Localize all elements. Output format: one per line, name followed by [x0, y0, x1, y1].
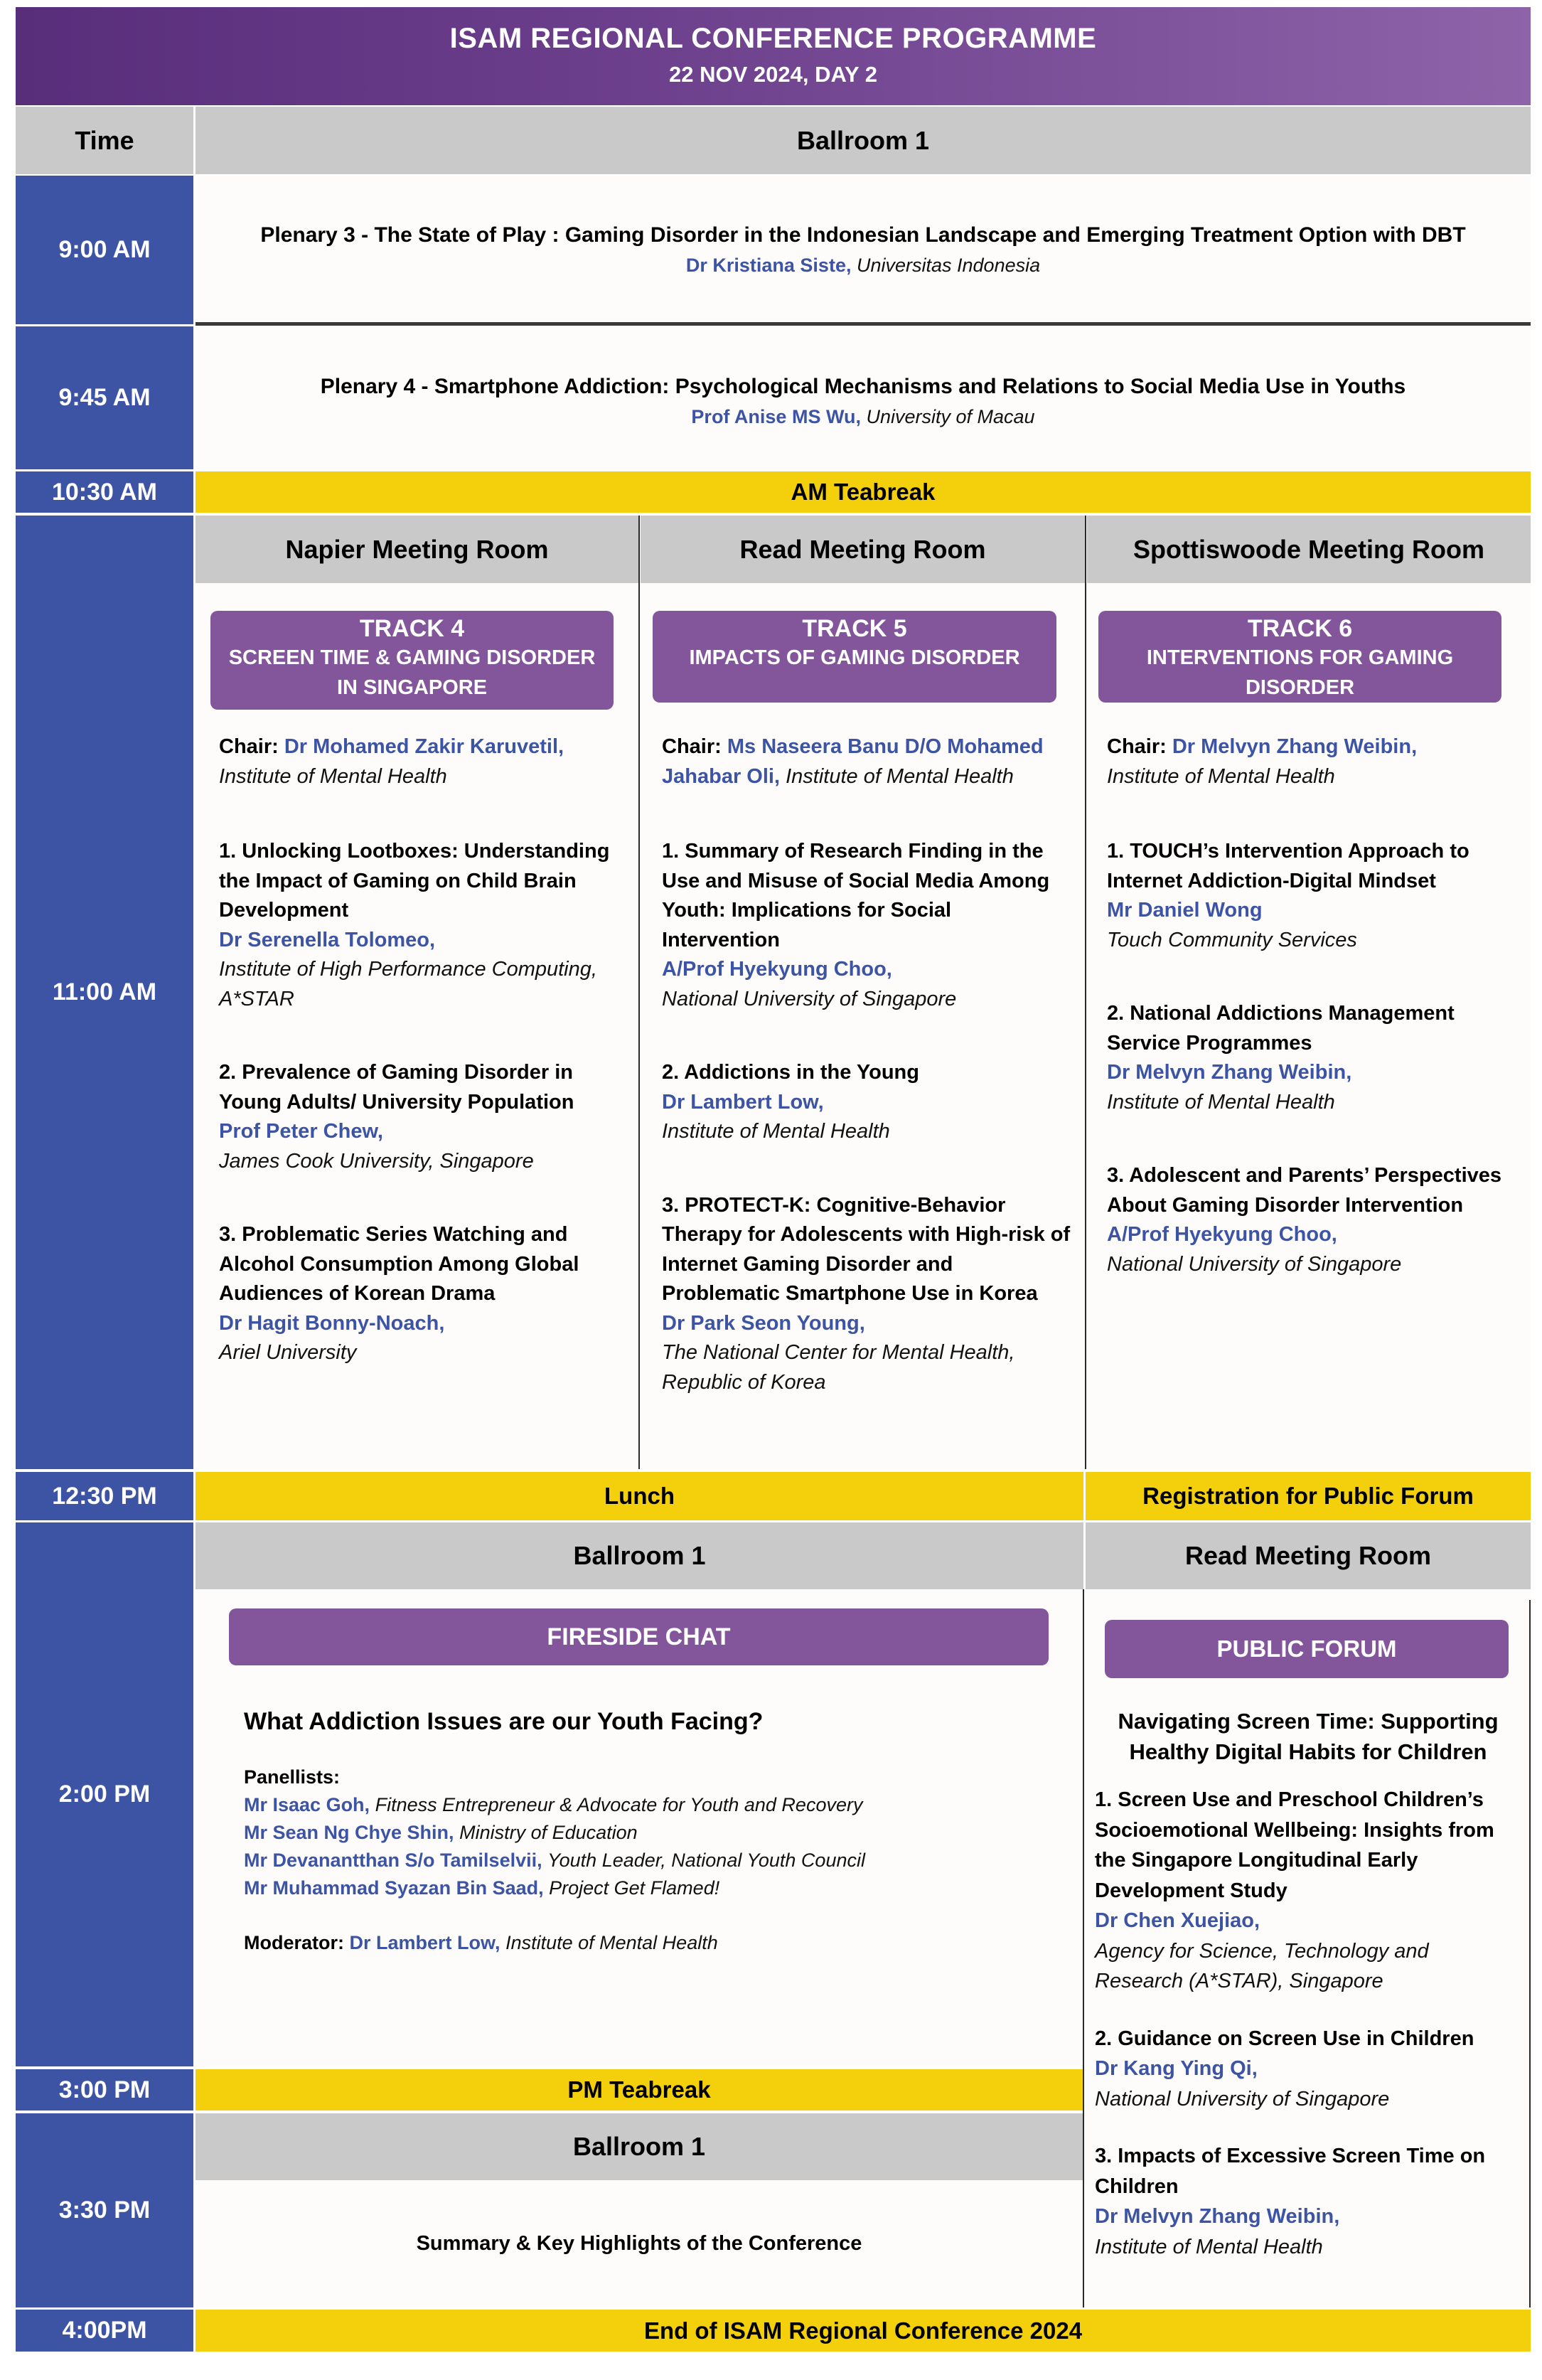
moderator-affiliation: Institute of Mental Health — [505, 1932, 718, 1953]
chair-affiliation: Institute of Mental Health — [1107, 764, 1335, 788]
track-6-badge — [1098, 611, 1501, 703]
plenary-3-session — [196, 176, 1531, 324]
talk-item — [219, 1220, 624, 1368]
panellist-name: Mr Muhammad Syazan Bin Saad, — [244, 1877, 544, 1899]
fireside-chat-question: What Addiction Issues are our Youth Facing? — [244, 1708, 764, 1735]
talk-affiliation: National University of Singapore — [1107, 1252, 1402, 1276]
talk-title: 3. Adolescent and Parents’ Perspectives About Gaming Disorder Intervention — [1107, 1164, 1502, 1217]
chair-affiliation: Institute of Mental Health — [786, 764, 1014, 788]
talk-title: 1. Summary of Research Finding in the Use and Misuse of Social Media Among Youth: Implications for Social Intervention — [662, 840, 1050, 951]
speaker-affiliation: Universitas Indonesia — [856, 254, 1041, 276]
talk-speaker: Dr Hagit Bonny-Noach, — [219, 1311, 445, 1335]
programme-title: ISAM REGIONAL CONFERENCE PROGRAMME — [449, 23, 1097, 54]
public-forum-talks — [1095, 1785, 1521, 2262]
panellist-affiliation: Fitness Entrepreneur & Advocate for Youth and Recovery — [375, 1794, 863, 1815]
talk-affiliation: Ariel University — [219, 1341, 357, 1364]
talk-affiliation: Touch Community Services — [1107, 928, 1357, 951]
talk-item — [219, 837, 624, 1014]
chair-label: Chair: — [662, 735, 722, 758]
column-divider — [638, 516, 640, 1469]
talk-item — [1095, 1785, 1521, 1997]
session-title: Plenary 3 - The State of Play : Gaming Disorder in the Indonesian Landscape and Emerging Treatment Option with DBT — [260, 223, 1466, 247]
moderator-name: Dr Lambert Low, — [349, 1932, 500, 1953]
closing-summary: Summary & Key Highlights of the Conference — [196, 2180, 1083, 2307]
talk-item — [1107, 1161, 1516, 1279]
talk-title: 1. Unlocking Lootboxes: Understanding the Impact of Gaming on Child Brain Development — [219, 840, 610, 922]
panellist — [244, 1847, 1061, 1874]
moderator-label: Moderator: — [244, 1932, 344, 1953]
programme-date: 22 NOV 2024, DAY 2 — [669, 62, 877, 87]
speaker-name: Prof Anise MS Wu, — [691, 406, 861, 427]
time-slot-0945: 9:45 AM — [16, 326, 193, 469]
talk-affiliation: The National Center for Mental Health, Republic of Korea — [662, 1341, 1015, 1394]
column-divider — [1085, 516, 1086, 1469]
panellist-name: Mr Sean Ng Chye Shin, — [244, 1822, 454, 1843]
track-4-badge — [210, 611, 614, 710]
talk-affiliation: National University of Singapore — [1095, 2087, 1390, 2110]
speaker-affiliation: University of Macau — [866, 406, 1035, 427]
panellist — [244, 1791, 1061, 1819]
time-slot-1230: 12:30 PM — [16, 1472, 193, 1520]
fireside-panel — [244, 1763, 1061, 1957]
track-chair — [1107, 732, 1516, 791]
panellist-affiliation: Ministry of Education — [459, 1822, 638, 1843]
chair-name: Dr Melvyn Zhang Weibin, — [1172, 735, 1418, 758]
room-header-ballroom: Ballroom 1 — [196, 2113, 1083, 2180]
panellist — [244, 1874, 1061, 1902]
talk-speaker: Mr Daniel Wong — [1107, 899, 1263, 922]
panellist-affiliation: Project Get Flamed! — [549, 1877, 720, 1899]
talk-item — [1095, 2141, 1521, 2262]
talk-title: 2. Prevalence of Gaming Disorder in Young Adults/ University Population — [219, 1061, 574, 1114]
talk-title: 2. Addictions in the Young — [662, 1061, 919, 1084]
panellist-affiliation: Youth Leader, National Youth Council — [547, 1850, 865, 1871]
talk-affiliation: Institute of Mental Health — [1107, 1090, 1335, 1114]
talk-speaker: Dr Kang Ying Qi, — [1095, 2057, 1258, 2080]
talk-item — [1107, 999, 1516, 1117]
track-5-talks — [662, 732, 1071, 1441]
room-header-napier: Napier Meeting Room — [196, 516, 638, 583]
track-number: TRACK 5 — [802, 615, 907, 642]
talk-title: 2. Guidance on Screen Use in Children — [1095, 2027, 1474, 2050]
talk-speaker: Dr Melvyn Zhang Weibin, — [1095, 2205, 1340, 2228]
time-slot-1600: 4:00PM — [16, 2310, 193, 2352]
talk-affiliation: Institute of Mental Health — [662, 1120, 890, 1143]
track-number: TRACK 6 — [1247, 615, 1353, 642]
talk-speaker: Dr Chen Xuejiao, — [1095, 1909, 1260, 1932]
talk-item — [1107, 837, 1516, 955]
fireside-chat-badge: FIRESIDE CHAT — [229, 1608, 1049, 1665]
talk-title: 3. PROTECT-K: Cognitive-Behavior Therapy for Adolescents with High-risk of Internet Gaming Disorder and Problematic Smartphone Use in Korea — [662, 1193, 1071, 1305]
panellist-name: Mr Isaac Goh, — [244, 1794, 370, 1815]
talk-speaker: Dr Lambert Low, — [662, 1090, 824, 1114]
talk-item — [219, 1058, 624, 1176]
talk-title: 1. Screen Use and Preschool Children’s Socioemotional Wellbeing: Insights from the Singapore Longitudinal Early Development Study — [1095, 1788, 1494, 1902]
programme-banner — [16, 7, 1531, 105]
talk-speaker: Prof Peter Chew, — [219, 1120, 383, 1143]
panellist — [244, 1819, 1061, 1847]
time-column-header: Time — [16, 107, 193, 174]
room-header-read: Read Meeting Room — [1086, 1522, 1531, 1589]
talk-affiliation: James Cook University, Singapore — [219, 1149, 534, 1173]
track-4-talks — [219, 732, 624, 1412]
venue-header-ballroom: Ballroom 1 — [196, 107, 1531, 174]
chair-name: Ms Naseera Banu D/O Mohamed Jahabar Oli, — [662, 735, 1044, 788]
time-slot-1030: 10:30 AM — [16, 471, 193, 513]
track-chair — [219, 732, 624, 791]
chair-name: Dr Mohamed Zakir Karuvetil, — [284, 735, 564, 758]
moderator — [244, 1929, 1061, 1957]
public-forum-badge: PUBLIC FORUM — [1105, 1620, 1509, 1678]
pm-teabreak-banner: PM Teabreak — [196, 2069, 1083, 2110]
talk-speaker: Dr Park Seon Young, — [662, 1311, 865, 1335]
public-forum-theme: Navigating Screen Time: Supporting Healthy Digital Habits for Children — [1118, 1709, 1499, 1764]
talk-item — [662, 1058, 1071, 1147]
talk-item — [662, 837, 1071, 1014]
time-slot-1530: 3:30 PM — [16, 2113, 193, 2307]
lunch-banner: Lunch — [196, 1472, 1083, 1520]
column-divider — [1083, 1589, 1084, 2307]
talk-title: 2. National Addictions Management Service Programmes — [1107, 1002, 1455, 1055]
time-slot-0900: 9:00 AM — [16, 176, 193, 324]
room-header-read: Read Meeting Room — [641, 516, 1085, 583]
row-divider — [196, 322, 1531, 326]
talk-speaker: A/Prof Hyekyung Choo, — [1107, 1223, 1337, 1246]
chair-label: Chair: — [219, 735, 279, 758]
talk-speaker: Dr Melvyn Zhang Weibin, — [1107, 1061, 1352, 1084]
session-title: Plenary 4 - Smartphone Addiction: Psychological Mechanisms and Relations to Social Media Use in Youths — [320, 375, 1406, 398]
am-teabreak-banner: AM Teabreak — [196, 471, 1531, 513]
talk-title: 3. Problematic Series Watching and Alcohol Consumption Among Global Audiences of Korean Drama — [219, 1223, 579, 1305]
panellist-name: Mr Devanantthan S/o Tamilselvii, — [244, 1850, 542, 1871]
plenary-4-session — [196, 326, 1531, 469]
talk-speaker: Dr Serenella Tolomeo, — [219, 928, 436, 951]
talk-affiliation: Agency for Science, Technology and Research (A*STAR), Singapore — [1095, 1939, 1429, 1992]
track-name: INTERVENTIONS FOR GAMING DISORDER — [1146, 646, 1454, 699]
speaker-name: Dr Kristiana Siste, — [685, 254, 852, 276]
conference-end-banner: End of ISAM Regional Conference 2024 — [196, 2310, 1531, 2352]
track-chair — [662, 732, 1071, 791]
time-slot-1500: 3:00 PM — [16, 2069, 193, 2110]
time-slot-1400: 2:00 PM — [16, 1522, 193, 2066]
track-number: TRACK 4 — [359, 615, 465, 642]
talk-item — [662, 1191, 1071, 1398]
speaker-line — [686, 255, 1040, 277]
speaker-line — [691, 406, 1034, 428]
talk-affiliation: National University of Singapore — [662, 987, 957, 1010]
talk-title: 3. Impacts of Excessive Screen Time on Children — [1095, 2145, 1486, 2198]
talk-affiliation: Institute of Mental Health — [1095, 2235, 1323, 2258]
track-6-talks — [1107, 732, 1516, 1323]
talk-title: 1. TOUCH’s Intervention Approach to Internet Addiction-Digital Mindset — [1107, 840, 1469, 892]
talk-affiliation: Institute of High Performance Computing, A*STAR — [219, 958, 597, 1010]
track-5-badge — [653, 611, 1056, 703]
time-slot-1100: 11:00 AM — [16, 516, 193, 1469]
chair-label: Chair: — [1107, 735, 1167, 758]
talk-item — [1095, 2024, 1521, 2115]
panellists-label: Panellists: — [244, 1766, 341, 1788]
chair-affiliation: Institute of Mental Health — [219, 764, 447, 788]
track-name: SCREEN TIME & GAMING DISORDER IN SINGAPORE — [228, 646, 596, 699]
room-header-ballroom: Ballroom 1 — [196, 1522, 1083, 1589]
public-forum-registration-banner: Registration for Public Forum — [1086, 1472, 1531, 1520]
right-border — [1529, 1600, 1531, 2307]
talk-speaker: A/Prof Hyekyung Choo, — [662, 958, 892, 981]
room-header-spottiswoode: Spottiswoode Meeting Room — [1087, 516, 1531, 583]
track-name: IMPACTS OF GAMING DISORDER — [689, 646, 1020, 669]
